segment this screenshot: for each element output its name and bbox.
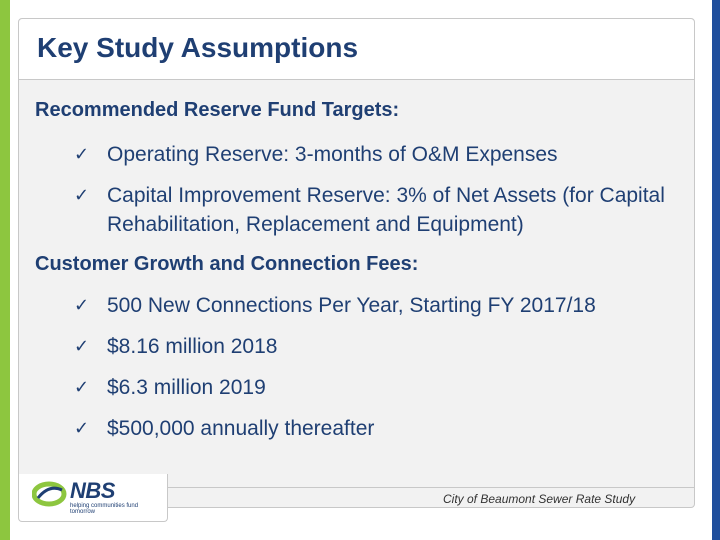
title-bar — [19, 19, 694, 80]
slide-title: Key Study Assumptions — [37, 32, 359, 63]
checkmark-icon: ✓ — [74, 144, 90, 165]
nbs-logo — [32, 478, 142, 518]
checkmark-icon: ✓ — [74, 418, 90, 439]
bullet-item — [74, 373, 674, 402]
left-accent-bar — [0, 0, 10, 540]
checkmark-icon: ✓ — [74, 336, 90, 357]
bullet-text: $8.16 million 2018 — [107, 335, 278, 358]
swoosh-icon — [32, 480, 68, 508]
bullet-item — [74, 181, 674, 239]
bullet-text: 500 New Connections Per Year, Starting FY 2017/18 — [107, 294, 596, 317]
bullet-text: $500,000 annually thereafter — [107, 417, 375, 440]
content-card — [18, 18, 695, 508]
right-accent-bar — [712, 0, 720, 540]
bullet-item — [74, 140, 674, 169]
footer-caption: City of Beaumont Sewer Rate Study — [443, 492, 636, 506]
section-heading-growth: Customer Growth and Connection Fees: — [35, 253, 419, 275]
bullet-text: Operating Reserve: 3-months of O&M Expenses — [107, 143, 558, 166]
section-heading-reserve: Recommended Reserve Fund Targets: — [35, 99, 400, 121]
logo-tagline: helping communities fund tomorrow — [70, 503, 139, 515]
footer-divider — [168, 487, 695, 488]
bullet-item — [74, 291, 674, 320]
bullet-text: Capital Improvement Reserve: 3% of Net Assets (for Capital Rehabilitation, Replacement and Equipment) — [107, 184, 665, 236]
bullet-item — [74, 414, 674, 443]
checkmark-icon: ✓ — [74, 377, 90, 398]
logo-wordmark: NBS — [70, 478, 115, 503]
bullet-item — [74, 332, 674, 361]
checkmark-icon: ✓ — [74, 185, 90, 206]
checkmark-icon: ✓ — [74, 295, 90, 316]
bullet-text: $6.3 million 2019 — [107, 376, 266, 399]
